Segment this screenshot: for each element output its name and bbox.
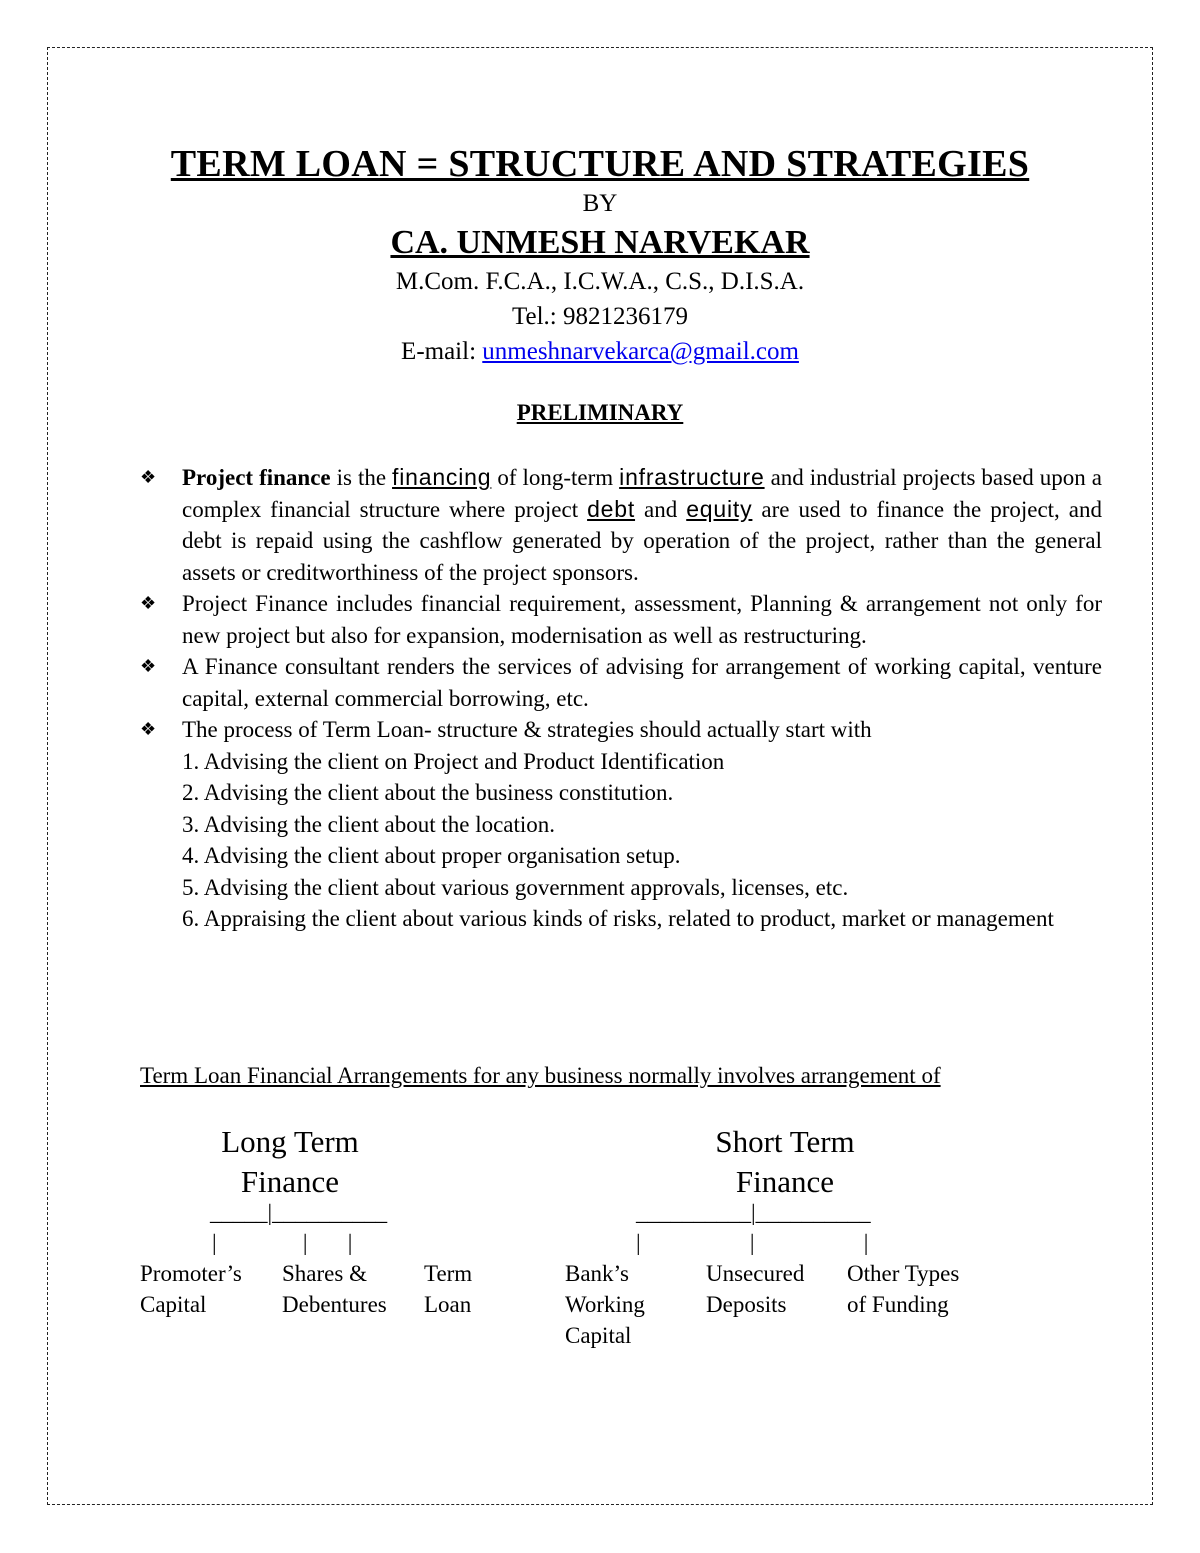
leaf-line: Loan <box>424 1292 472 1317</box>
leaf-other-funding <box>847 1258 959 1320</box>
diamond-bullet-icon: ❖ <box>140 467 157 487</box>
leaf-unsecured-deposits <box>706 1258 804 1320</box>
bullet-text: The process of Term Loan- structure & strategies should actually start with <box>182 717 872 742</box>
leaf-promoters-capital <box>140 1258 242 1320</box>
email-link[interactable]: unmeshnarvekarca@gmail.com <box>482 338 799 365</box>
link-debt[interactable]: debt <box>587 495 636 522</box>
step-item: 5. Advising the client about various government approvals, licenses, etc. <box>182 874 849 900</box>
document-title: TERM LOAN = STRUCTURE AND STRATEGIES <box>170 143 1030 185</box>
link-infrastructure[interactable]: infrastructure <box>619 464 765 490</box>
short-term-branch: __________|__________ <box>636 1200 871 1225</box>
steps-list <box>182 746 1102 935</box>
short-term-line2: Finance <box>735 1164 835 1199</box>
author-phone: Tel.: 9821236179 <box>511 303 688 330</box>
author-credentials: M.Com. F.C.A., I.C.W.A., C.S., D.I.S.A. <box>395 268 805 295</box>
arrangements-heading: Term Loan Financial Arrangements for any business normally involves arrangement of <box>140 1063 941 1088</box>
diamond-bullet-icon: ❖ <box>140 656 157 676</box>
long-term-line1: Long Term <box>221 1124 359 1159</box>
leaf-line: of Funding <box>847 1292 949 1317</box>
leaf-term-loan <box>424 1258 472 1320</box>
bullet-text: and <box>635 496 687 522</box>
link-equity[interactable]: equity <box>686 495 753 522</box>
leaf-line: Other Types <box>847 1261 960 1286</box>
step-item: 4. Advising the client about proper organisation setup. <box>182 843 681 868</box>
short-term-ticks: | | | <box>636 1230 869 1255</box>
author-email-line <box>0 338 1200 366</box>
section-heading: PRELIMINARY <box>516 400 684 425</box>
bullet-item <box>140 651 1102 714</box>
leaf-line: Term <box>424 1261 473 1286</box>
bullet-text: of long-term <box>491 465 620 490</box>
author-name: CA. UNMESH NARVEKAR <box>390 224 810 261</box>
bullet-item <box>140 462 1102 588</box>
short-term-heading <box>690 1122 880 1202</box>
leaf-line: Promoter’s <box>140 1261 242 1286</box>
email-label: E-mail: <box>401 338 483 365</box>
leaf-line: Debentures <box>282 1292 387 1317</box>
bullet-item <box>140 714 1102 935</box>
bullet-text: is the <box>330 465 393 490</box>
step-item: 6. Appraising the client about various kinds of risks, related to product, market or management <box>182 906 1054 931</box>
bullet-text: and industrial projects based upon a complex financial structure where project <box>182 465 1102 522</box>
step-item: 3. Advising the client about the location. <box>182 811 556 837</box>
long-term-ticks: | | | <box>212 1230 353 1255</box>
long-term-branch: _____|__________ <box>210 1200 388 1225</box>
long-term-line2: Finance <box>240 1164 340 1199</box>
bullet-text: Project Finance includes financial requirement, assessment, Planning & arrangement not only for new project but also for expansion, modernisation as well as restructuring. <box>182 591 1102 648</box>
short-term-line1: Short Term <box>715 1124 855 1159</box>
bullet-text: A Finance consultant renders the services of advising for arrangement of working capital, venture capital, external commercial borrowing, etc. <box>182 654 1102 711</box>
leaf-line: Capital <box>140 1292 207 1317</box>
leaf-line: Unsecured <box>706 1261 805 1286</box>
leaf-line: Working <box>565 1292 645 1317</box>
bullet-list <box>140 462 1102 935</box>
bullet-text: are used to finance the project, and debt is repaid using the cashflow generated by operation of the project, rather than the general assets or creditworthiness of the project sponsors. <box>182 496 1102 585</box>
diamond-bullet-icon: ❖ <box>140 719 157 739</box>
long-term-heading <box>200 1122 380 1202</box>
link-financing[interactable]: financing <box>392 464 492 490</box>
leaf-line: Bank’s <box>565 1261 629 1286</box>
diamond-bullet-icon: ❖ <box>140 593 157 613</box>
bullet-item <box>140 588 1102 651</box>
step-item: 1. Advising the client on Project and Product Identification <box>182 748 725 774</box>
bold-term: Project finance <box>182 465 331 490</box>
leaf-line: Capital <box>565 1323 632 1348</box>
by-line: BY <box>582 190 618 217</box>
leaf-line: Deposits <box>706 1292 787 1317</box>
step-item: 2. Advising the client about the business constitution. <box>182 780 674 805</box>
leaf-line: Shares & <box>282 1261 367 1286</box>
leaf-shares-debentures <box>282 1258 387 1320</box>
leaf-banks-working-capital <box>565 1258 645 1351</box>
